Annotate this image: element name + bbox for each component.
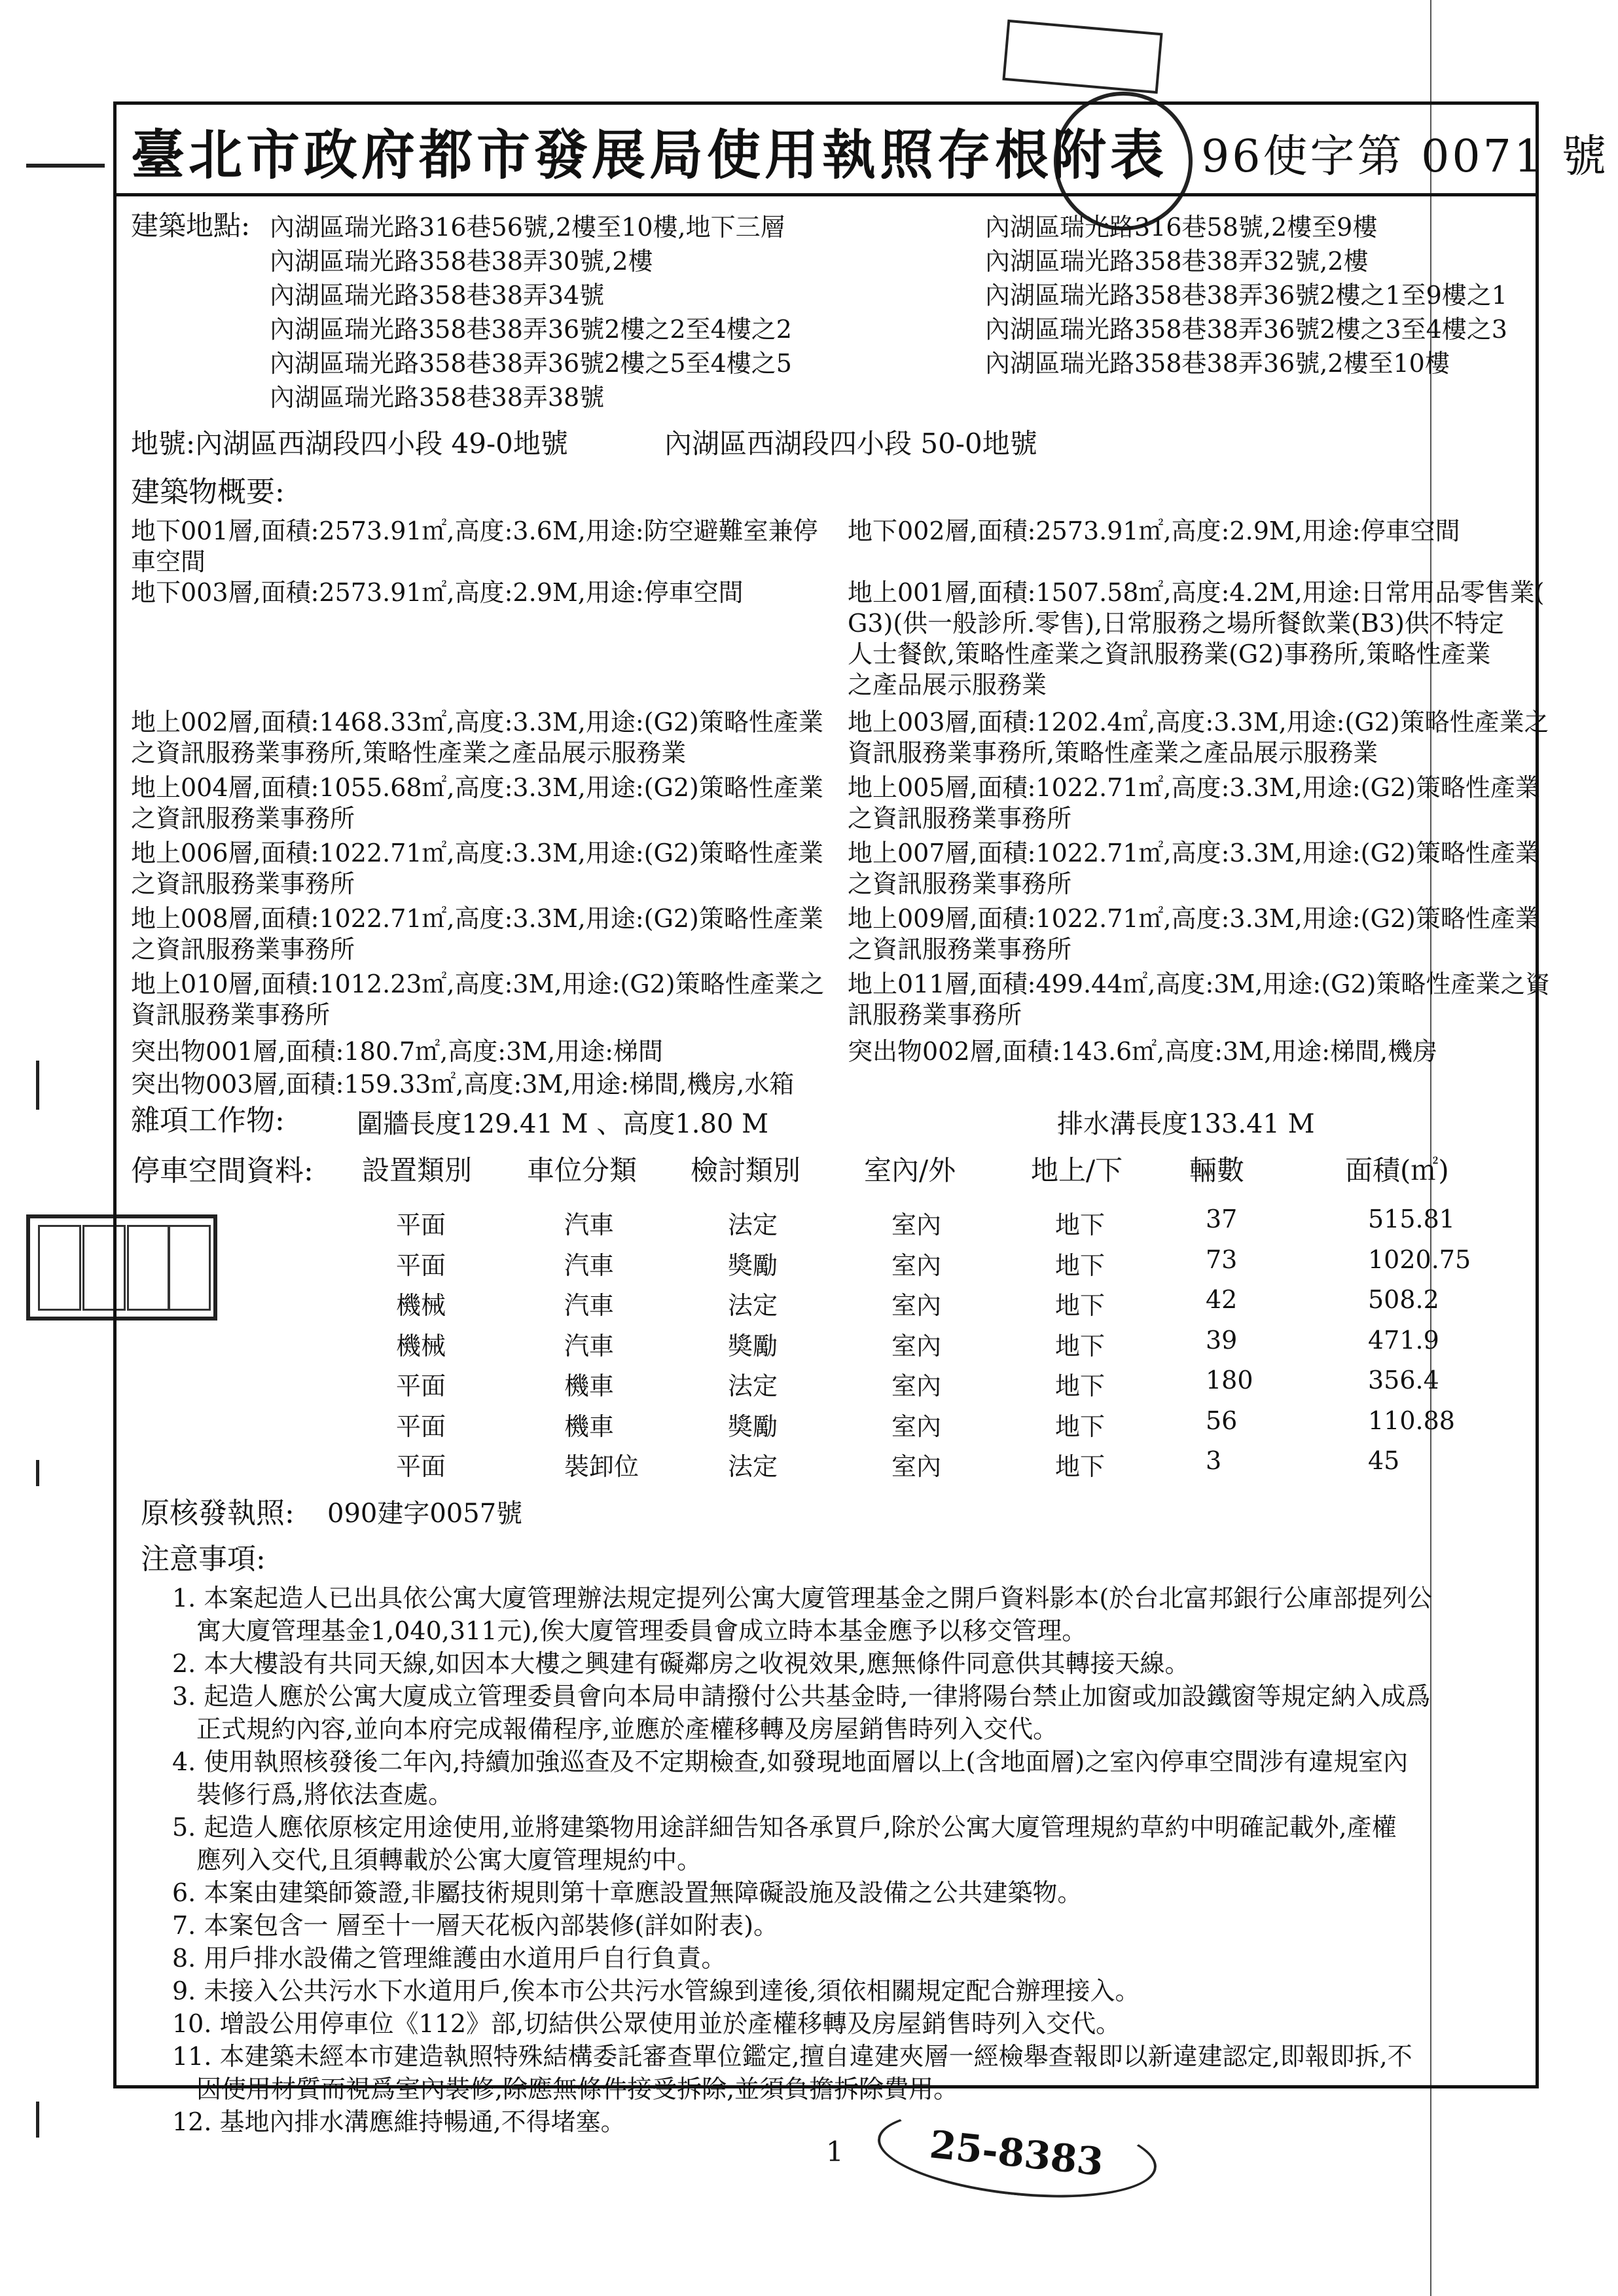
original-permit-number: 090建字0057號 [327,1499,523,1529]
note-item: 寓大廈管理基金1,040,311元),俟大廈管理委員會成立時本基金應予以移交管理。 [196,1616,1087,1645]
parking-cell: 地下 [1055,1412,1106,1441]
parking-header: 輛數 [1189,1154,1245,1186]
parking-header: 車位分類 [527,1154,638,1186]
parking-cell: 法定 [728,1291,778,1320]
note-item: 10. 增設公用停車位《112》部,切結供公眾使用並於產權移轉及房屋銷售時列入交代。 [172,2009,1121,2038]
page-number: 1 [826,2136,844,2168]
note-item: 6. 本案由建築師簽證,非屬技術規則第十章應設置無障礙設施及設備之公共建築物。 [172,1878,1083,1907]
address-label: 建築地點: [131,210,251,242]
address-line: 內湖區瑞光路358巷38弄32號,2樓 [985,247,1369,276]
parking-cell: 獎勵 [728,1251,778,1280]
parking-cell: 地下 [1055,1452,1106,1481]
overview-entry: 地下001層,面積:2573.91㎡,高度:3.6M,用途:防空避難室兼停 [131,517,818,545]
notes-label: 注意事項: [141,1542,266,1576]
parking-cell: 室內 [891,1332,942,1360]
note-item: 5. 起造人應依原核定用途使用,並將建築物用途詳細告知各承買戶,除於公寓大廈管理規約草約中明確記載外,產權 [172,1813,1397,1842]
parking-cell: 地下 [1055,1332,1106,1360]
overview-entry: 地上011層,面積:499.44㎡,高度:3M,用途:(G2)策略性產業之資 [848,970,1551,998]
parking-cell: 180 [1206,1366,1253,1394]
parking-cell: 平面 [396,1452,446,1481]
parking-cell: 地下 [1055,1372,1106,1400]
lot-number-primary: 地號:內湖區西湖段四小段 49-0地號 [131,428,568,460]
left-margin-mark [36,1460,39,1486]
note-item: 1. 本案起造人已出具依公寓大廈管理辦法規定提列公寓大廈管理基金之開戶資料影本(於台北富邦銀行公庫部提列公 [172,1584,1433,1613]
overview-entry: 之資訊服務業事務所 [848,804,1072,833]
note-item: 11. 本建築未經本市建造執照特殊結構委託審查單位鑑定,擅自違建夾層一經檢舉查報即以新違建認定,即報即拆,不 [172,2042,1412,2071]
parking-cell: 機車 [564,1412,615,1441]
parking-cell: 獎勵 [728,1412,778,1441]
parking-cell: 機械 [396,1332,446,1360]
overview-entry: 突出物002層,面積:143.6㎡,高度:3M,用途:梯間,機房 [848,1037,1438,1066]
parking-cell: 室內 [891,1452,942,1481]
parking-header: 地上/下 [1031,1154,1123,1186]
parking-header: 檢討類別 [691,1154,801,1186]
note-item: 8. 用戶排水設備之管理維護由水道用戶自行負責。 [172,1944,727,1973]
overview-entry: 之資訊服務業事務所 [131,804,355,833]
overview-entry: G3)(供一般診所.零售),日常服務之場所餐飲業(B3)供不特定 [848,609,1504,638]
original-permit-label: 原核發執照: [141,1497,295,1530]
parking-cell: 法定 [728,1211,778,1239]
address-line: 內湖區瑞光路358巷38弄36號2樓之2至4樓之2 [270,315,792,344]
note-item: 應列入交代,且須轉載於公寓大廈管理規約中。 [196,1846,702,1874]
parking-cell: 平面 [396,1372,446,1400]
parking-cell: 平面 [396,1412,446,1441]
parking-cell: 機車 [564,1372,615,1400]
overview-entry: 地下002層,面積:2573.91㎡,高度:2.9M,用途:停車空間 [848,517,1460,545]
note-item: 因使用材質而視爲室內裝修,除應無條件接受拆除,並須負擔拆除費用。 [196,2075,959,2104]
overview-entry: 地上003層,面積:1202.4㎡,高度:3.3M,用途:(G2)策略性產業之 [848,708,1549,737]
parking-cell: 73 [1206,1245,1238,1274]
document-number: 96使字第 0071 號 [1201,131,1609,183]
overview-entry: 地上007層,面積:1022.71㎡,高度:3.3M,用途:(G2)策略性產業 [848,839,1540,867]
overview-entry: 地上010層,面積:1012.23㎡,高度:3M,用途:(G2)策略性產業之 [131,970,825,998]
left-margin-mark [36,1061,39,1110]
parking-cell: 法定 [728,1372,778,1400]
overview-entry: 之資訊服務業事務所 [848,869,1072,898]
address-line: 內湖區瑞光路358巷38弄36號2樓之1至9樓之1 [985,281,1507,310]
parking-cell: 3 [1206,1446,1222,1475]
parking-cell: 平面 [396,1211,446,1239]
address-line: 內湖區瑞光路358巷38弄36號,2樓至10樓 [985,349,1450,378]
overview-entry: 訊服務業事務所 [848,1000,1022,1029]
overview-entry: 人士餐飲,策略性產業之資訊服務業(G2)事務所,策略性產業 [848,640,1491,668]
address-line: 內湖區瑞光路316巷58號,2樓至9樓 [985,213,1378,242]
parking-cell: 地下 [1055,1291,1106,1320]
parking-cell: 室內 [891,1412,942,1441]
overview-entry: 車空間 [131,547,206,576]
parking-cell: 獎勵 [728,1332,778,1360]
note-item: 7. 本案包含一 層至十一層天花板內部裝修(詳如附表)。 [172,1911,779,1940]
overview-entry: 地上004層,面積:1055.68㎡,高度:3.3M,用途:(G2)策略性產業 [131,773,823,802]
parking-cell: 471.9 [1368,1326,1439,1355]
parking-header: 面積(㎡) [1345,1154,1449,1186]
parking-cell: 室內 [891,1372,942,1400]
overview-entry: 地上006層,面積:1022.71㎡,高度:3.3M,用途:(G2)策略性產業 [131,839,823,867]
parking-cell: 地下 [1055,1251,1106,1280]
parking-cell: 汽車 [564,1332,615,1360]
overview-entry: 地上009層,面積:1022.71㎡,高度:3.3M,用途:(G2)策略性產業 [848,904,1540,933]
parking-header: 設置類別 [362,1154,473,1186]
parking-cell: 356.4 [1368,1366,1439,1394]
overview-entry: 之資訊服務業事務所 [848,935,1072,964]
parking-cell: 室內 [891,1251,942,1280]
parking-cell: 地下 [1055,1211,1106,1239]
parking-cell: 室內 [891,1211,942,1239]
top-seal-stamp [1002,20,1162,94]
address-line: 內湖區瑞光路316巷56號,2樓至10樓,地下三層 [270,213,785,242]
note-item: 3. 起造人應於公寓大廈成立管理委員會向本局申請撥付公共基金時,一律將陽台禁止加窗或加設鐵窗等規定納入成爲 [172,1682,1431,1711]
overview-entry: 資訊服務業事務所,策略性產業之產品展示服務業 [848,738,1378,767]
parking-cell: 37 [1206,1205,1238,1233]
overview-entry: 地下003層,面積:2573.91㎡,高度:2.9M,用途:停車空間 [131,578,744,607]
overview-entry: 地上005層,面積:1022.71㎡,高度:3.3M,用途:(G2)策略性產業 [848,773,1540,802]
overview-entry: 之資訊服務業事務所 [131,869,355,898]
overview-entry: 地上002層,面積:1468.33㎡,高度:3.3M,用途:(G2)策略性產業 [131,708,823,737]
document-title: 臺北市政府都市發展局使用執照存根附表 [131,124,1168,187]
overview-entry: 地上008層,面積:1022.71㎡,高度:3.3M,用途:(G2)策略性產業 [131,904,823,933]
wall-spec: 圍牆長度129.41 M 、高度1.80 M [357,1109,769,1139]
parking-cell: 42 [1206,1285,1238,1314]
overview-entry: 突出物001層,面積:180.7㎡,高度:3M,用途:梯間 [131,1037,664,1066]
address-line: 內湖區瑞光路358巷38弄30號,2樓 [270,247,653,276]
lot-number-secondary: 內湖區西湖段四小段 50-0地號 [664,428,1037,460]
note-item: 4. 使用執照核發後二年內,持續加強巡查及不定期檢查,如發現地面層以上(含地面層)之室內停車空間涉有違規室內 [172,1747,1409,1776]
parking-cell: 汽車 [564,1211,615,1239]
parking-label: 停車空間資料: [131,1154,314,1188]
parking-cell: 法定 [728,1452,778,1481]
overview-entry: 突出物003層,面積:159.33㎡,高度:3M,用途:梯間,機房,水箱 [131,1070,795,1099]
parking-cell: 機械 [396,1291,446,1320]
left-margin-mark [26,164,105,168]
left-margin-mark [36,2102,39,2138]
parking-cell: 平面 [396,1251,446,1280]
parking-cell: 39 [1206,1326,1238,1355]
overview-entry: 之產品展示服務業 [848,670,1047,699]
note-item: 12. 基地內排水溝應維持暢通,不得堵塞。 [172,2107,626,2136]
address-line: 內湖區瑞光路358巷38弄36號2樓之5至4樓之5 [270,349,792,378]
parking-cell: 汽車 [564,1251,615,1280]
overview-label: 建築物概要: [131,475,285,509]
overview-entry: 資訊服務業事務所 [131,1000,331,1029]
address-line: 內湖區瑞光路358巷38弄38號 [270,383,605,412]
parking-cell: 裝卸位 [564,1452,639,1481]
misc-works-label: 雜項工作物: [131,1104,285,1137]
note-item: 9. 未接入公共污水下水道用戶,俟本市公共污水管線到達後,須依相關規定配合辦理接入。 [172,1977,1140,2005]
parking-cell: 室內 [891,1291,942,1320]
parking-cell: 110.88 [1368,1406,1455,1435]
parking-cell: 508.2 [1368,1285,1439,1314]
address-line: 內湖區瑞光路358巷38弄36號2樓之3至4樓之3 [985,315,1507,344]
overview-entry: 之資訊服務業事務所 [131,935,355,964]
parking-cell: 汽車 [564,1291,615,1320]
address-line: 內湖區瑞光路358巷38弄34號 [270,281,605,310]
overview-entry: 之資訊服務業事務所,策略性產業之產品展示服務業 [131,738,687,767]
drain-spec: 排水溝長度133.41 M [1057,1109,1315,1139]
parking-cell: 1020.75 [1368,1245,1471,1274]
parking-cell: 45 [1368,1446,1400,1475]
note-item: 裝修行爲,將依法查處。 [196,1780,454,1809]
parking-header: 室內/外 [864,1154,956,1186]
note-item: 2. 本大樓設有共同天線,如因本大樓之興建有礙鄰房之收視效果,應無條件同意供其轉接天線。 [172,1649,1190,1678]
note-item: 正式規約內容,並向本府完成報備程序,並應於產權移轉及房屋銷售時列入交代。 [196,1715,1058,1743]
parking-cell: 515.81 [1368,1205,1455,1233]
bottom-stamp-number: 25-8383 [927,2122,1106,2185]
overview-entry: 地上001層,面積:1507.58㎡,高度:4.2M,用途:日常用品零售業( [848,578,1545,607]
parking-cell: 56 [1206,1406,1238,1435]
